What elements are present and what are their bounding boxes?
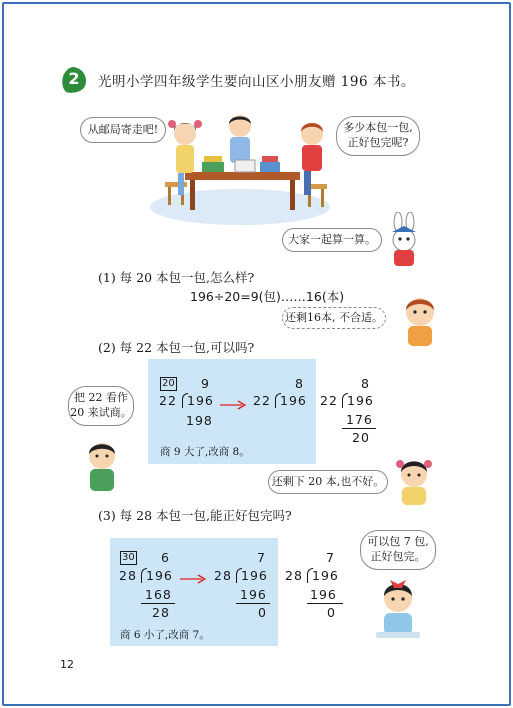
question-2-label: (2) 每 22 本包一包,可以吗? bbox=[98, 340, 255, 355]
question-1-label: (1) 每 20 本包一包,怎么样? bbox=[98, 270, 255, 285]
page-number: 12 bbox=[60, 658, 74, 671]
speech-bubble-how-many bbox=[336, 116, 420, 156]
subtraction-line bbox=[307, 603, 343, 604]
quotient: 7 bbox=[257, 550, 266, 565]
question-3-label: (3) 每 28 本包一包,能正好包完吗? bbox=[98, 508, 292, 523]
estimate-20: 20 bbox=[162, 378, 175, 389]
speech-bubble-left-16 bbox=[282, 307, 386, 329]
question-3-note: 商 6 小了,改商 7。 bbox=[120, 629, 210, 641]
boy-avatar-icon bbox=[398, 292, 442, 348]
girl-avatar-icon bbox=[392, 452, 436, 508]
arrow-right-icon bbox=[180, 574, 206, 584]
estimate-30: 30 bbox=[122, 552, 135, 563]
divisor: 22 bbox=[320, 393, 338, 408]
bubble-text: 还剩16本, 不合适。 bbox=[285, 310, 383, 324]
problem-number-badge bbox=[60, 66, 88, 94]
product: 198 bbox=[186, 413, 213, 428]
product: 168 bbox=[145, 587, 172, 602]
dividend: 196 bbox=[146, 568, 173, 583]
problem-number: 2 bbox=[68, 69, 80, 88]
bubble-text: 从邮局寄走吧! bbox=[87, 122, 159, 136]
dividend: 196 bbox=[280, 393, 307, 408]
quotient: 8 bbox=[295, 376, 304, 391]
speech-bubble-try-20 bbox=[68, 386, 134, 426]
bubble-text: 可以包 7 包, 正好包完。 bbox=[367, 535, 429, 563]
product: 176 bbox=[346, 412, 373, 427]
arrow-right-icon bbox=[220, 400, 246, 410]
speech-bubble-together bbox=[282, 228, 382, 252]
girl-avatar-icon bbox=[372, 576, 424, 646]
quotient: 6 bbox=[161, 550, 170, 565]
divisor: 28 bbox=[214, 568, 232, 583]
speech-bubble-left-20 bbox=[268, 470, 388, 494]
product: 196 bbox=[240, 587, 267, 602]
dividend: 196 bbox=[187, 393, 214, 408]
question-1-equation: 196÷20=9(包)……16(本) bbox=[190, 289, 345, 304]
rabbit-mascot-icon bbox=[384, 212, 424, 270]
remainder: 0 bbox=[258, 605, 267, 620]
quotient: 7 bbox=[326, 550, 335, 565]
children-at-table-illustration bbox=[140, 112, 340, 227]
speech-bubble-post-office bbox=[80, 117, 166, 143]
dividend: 196 bbox=[241, 568, 268, 583]
bubble-text: 多少本包一包, 正好包完呢? bbox=[343, 121, 413, 149]
quotient: 9 bbox=[201, 376, 210, 391]
remainder: 20 bbox=[352, 430, 370, 445]
bubble-text: 把 22 看作 20 来试商。 bbox=[70, 391, 132, 419]
bubble-text: 大家一起算一算。 bbox=[288, 232, 376, 246]
divisor: 22 bbox=[159, 393, 177, 408]
problem-text: 光明小学四年级学生要向山区小朋友赠 196 本书。 bbox=[98, 74, 415, 90]
speech-bubble-can-7 bbox=[360, 530, 436, 570]
bubble-text: 还剩下 20 本,也不好。 bbox=[271, 474, 385, 488]
divisor: 22 bbox=[253, 393, 271, 408]
dividend: 196 bbox=[312, 568, 339, 583]
dividend: 196 bbox=[347, 393, 374, 408]
remainder: 28 bbox=[152, 605, 170, 620]
divisor: 28 bbox=[119, 568, 137, 583]
question-2-note: 商 9 大了,改商 8。 bbox=[160, 446, 250, 458]
divisor: 28 bbox=[285, 568, 303, 583]
remainder: 0 bbox=[327, 605, 336, 620]
product: 196 bbox=[310, 587, 337, 602]
boy-avatar-icon bbox=[82, 436, 122, 494]
quotient: 8 bbox=[361, 376, 370, 391]
